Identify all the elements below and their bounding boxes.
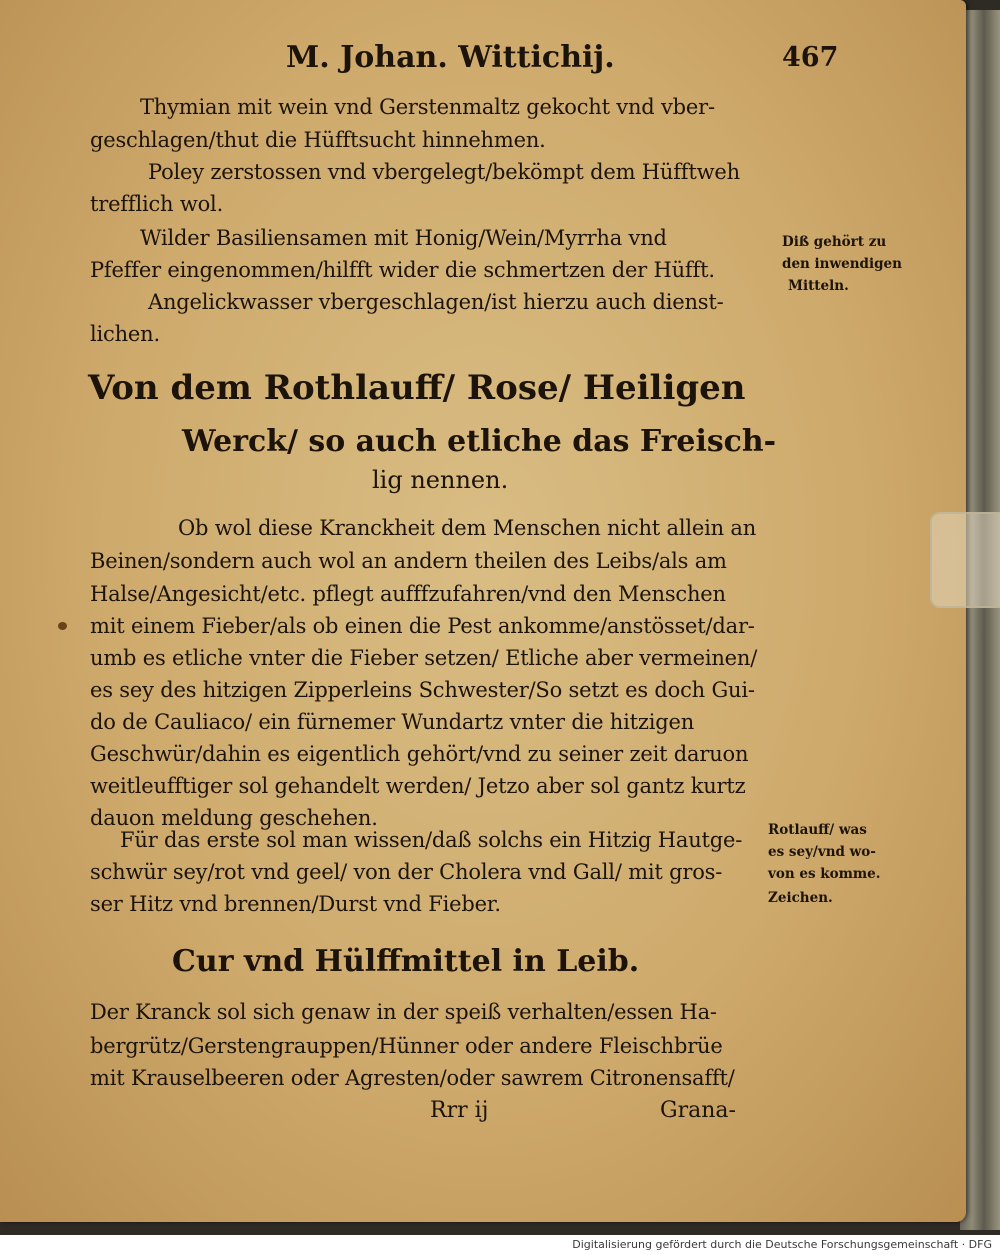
text-line: bergrütz/Gerstengrauppen/Hünner oder andere Fleischbrüe <box>90 1034 723 1058</box>
text-line: Wilder Basiliensamen mit Honig/Wein/Myrrha vnd <box>140 226 667 250</box>
margin-note: Zeichen. <box>768 890 833 906</box>
text-line: Pfeffer eingenommen/hilfft wider die schmertzen der Hüfft. <box>90 258 715 282</box>
page-tab-marker <box>930 512 1000 608</box>
text-line: do de Cauliaco/ ein fürnemer Wundartz vnter die hitzigen <box>90 710 695 734</box>
text-line: Geschwür/dahin es eigentlich gehört/vnd zu seiner zeit daruon <box>90 742 749 766</box>
catchword: Grana- <box>660 1098 736 1123</box>
running-title: M. Johan. Wittichij. <box>286 40 615 75</box>
ink-spot <box>58 622 67 630</box>
text-line: ser Hitz vnd brennen/Durst vnd Fieber. <box>90 892 501 916</box>
margin-note: den inwendigen <box>782 256 902 272</box>
margin-note: Rotlauff/ was <box>768 822 867 838</box>
text-line: Thymian mit wein vnd Gerstenmaltz gekocht vnd vber- <box>140 95 715 119</box>
text-line: Der Kranck sol sich genaw in der speiß verhalten/essen Ha- <box>90 1000 717 1024</box>
margin-note: von es komme. <box>768 866 881 882</box>
footer-credit: Digitalisierung gefördert durch die Deutsche Forschungsgemeinschaft · DFG <box>572 1238 992 1251</box>
section-heading: Von dem Rothlauff/ Rose/ Heiligen <box>88 368 746 408</box>
page-number: 467 <box>782 42 839 73</box>
text-line: mit einem Fieber/als ob einen die Pest ankomme/anstösset/dar- <box>90 614 755 638</box>
margin-note: Diß gehört zu <box>782 234 887 250</box>
text-line: weitleufftiger sol gehandelt werden/ Jetzo aber sol gantz kurtz <box>90 774 746 798</box>
text-line: es sey des hitzigen Zipperleins Schwester/So setzt es doch Gui- <box>90 678 755 702</box>
text-line: lichen. <box>90 322 160 346</box>
section-heading-line3: lig nennen. <box>372 466 509 494</box>
margin-note: Mitteln. <box>788 278 849 294</box>
text-line: Halse/Angesicht/etc. pflegt aufffzufahren/vnd den Menschen <box>90 582 726 606</box>
text-line: Ob wol diese Kranckheit dem Menschen nicht allein an <box>178 516 757 540</box>
text-line: Angelickwasser vbergeschlagen/ist hierzu auch dienst- <box>148 290 724 314</box>
text-line: dauon meldung geschehen. <box>90 806 378 830</box>
cure-heading: Cur vnd Hülffmittel in Leib. <box>172 944 640 979</box>
text-line: Poley zerstossen vnd vbergelegt/bekömpt dem Hüfftweh <box>148 160 740 184</box>
footer-bar <box>0 1235 1000 1255</box>
text-line: umb es etliche vnter die Fieber setzen/ Etliche aber vermeinen/ <box>90 646 758 670</box>
text-line: Für das erste sol man wissen/daß solchs ein Hitzig Hautge- <box>120 828 743 852</box>
text-line: mit Krauselbeeren oder Agresten/oder sawrem Citronensafft/ <box>90 1066 735 1090</box>
text-line: schwür sey/rot vnd geel/ von der Cholera vnd Gall/ mit gros- <box>90 860 723 884</box>
book-edge <box>960 10 1000 1230</box>
text-line: Beinen/sondern auch wol an andern theilen des Leibs/als am <box>90 549 727 573</box>
signature-mark: Rrr ij <box>430 1098 489 1123</box>
margin-note: es sey/vnd wo- <box>768 844 876 860</box>
text-line: trefflich wol. <box>90 192 224 216</box>
section-heading-line2: Werck/ so auch etliche das Freisch- <box>182 424 777 459</box>
text-line: geschlagen/thut die Hüfftsucht hinnehmen. <box>90 128 546 152</box>
